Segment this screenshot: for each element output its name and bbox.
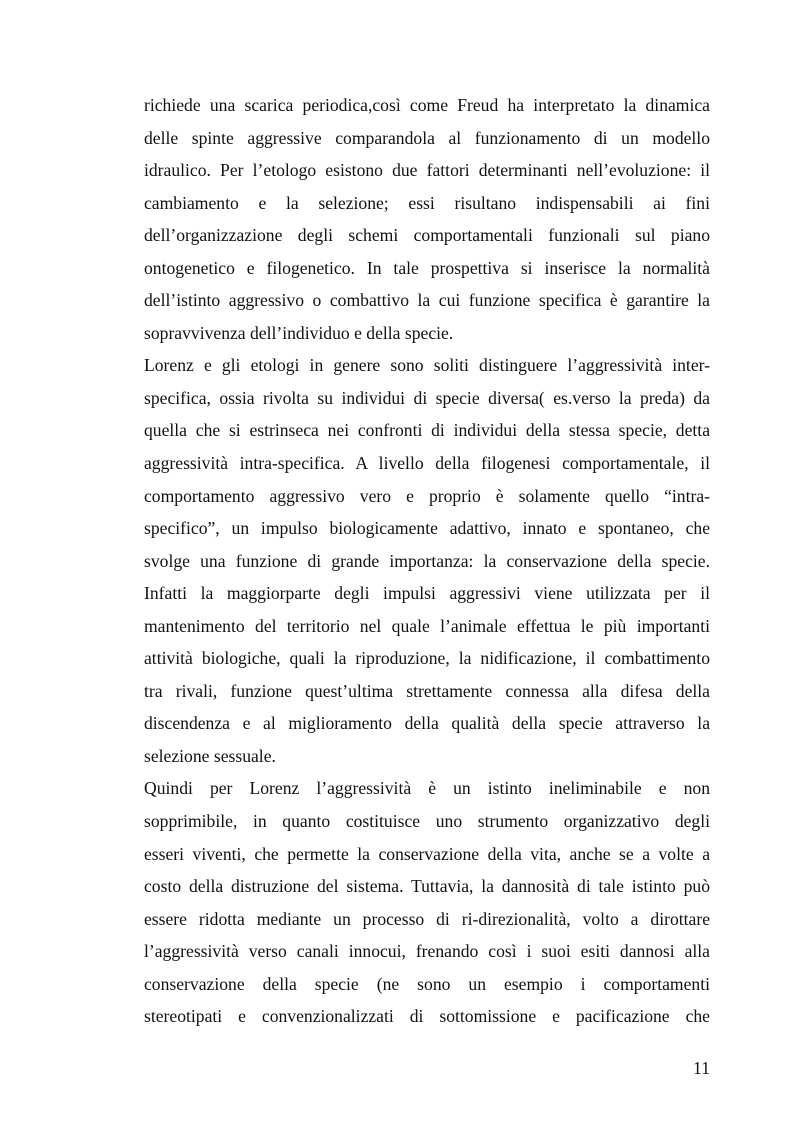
text-line: quella che si estrinseca nei confronti di individui della stessa specie, detta (144, 420, 710, 441)
body-text (144, 89, 710, 1033)
text-line: dell’istinto aggressivo o combattivo la cui funzione specifica è garantire la (144, 290, 710, 311)
text-line: Infatti la maggiorparte degli impulsi aggressivi viene utilizzata per il (144, 583, 710, 604)
text-line: discendenza e al miglioramento della qualità della specie attraverso la (144, 713, 710, 734)
text-line: aggressività intra-specifica. A livello della filogenesi comportamentale, il (144, 453, 710, 474)
text-line: Lorenz e gli etologi in genere sono soliti distinguere l’aggressività inter- (144, 355, 710, 376)
text-line: mantenimento del territorio nel quale l’animale effettua le più importanti (144, 615, 710, 636)
text-line: cambiamento e la selezione; essi risultano indispensabili ai fini (144, 192, 710, 213)
paragraph-end-line: selezione sessuale. (144, 745, 276, 766)
page-number: 11 (693, 1058, 710, 1078)
text-line: essere ridotta mediante un processo di ri-direzionalità, volto a dirottare (144, 908, 710, 929)
text-line: l’aggressività verso canali innocui, frenando così i suoi esiti dannosi alla (144, 941, 710, 962)
text-line: attività biologiche, quali la riproduzione, la nidificazione, il combattimento (144, 648, 710, 669)
paragraph-end-line: sopravvivenza dell’individuo e della specie. (144, 322, 454, 343)
text-line: esseri viventi, che permette la conservazione della vita, anche se a volte a (144, 843, 710, 864)
text-line: stereotipati e convenzionalizzati di sottomissione e pacificazione che (144, 1006, 710, 1027)
text-line: svolge una funzione di grande importanza: la conservazione della specie. (144, 550, 710, 571)
text-line: costo della distruzione del sistema. Tuttavia, la dannosità di tale istinto può (144, 876, 710, 897)
text-line: specifico”, un impulso biologicamente adattivo, innato e spontaneo, che (144, 518, 710, 539)
text-line: Quindi per Lorenz l’aggressività è un istinto ineliminabile e non (144, 778, 710, 799)
text-line: tra rivali, funzione quest’ultima strettamente connessa alla difesa della (144, 680, 710, 701)
text-line: ontogenetico e filogenetico. In tale prospettiva si inserisce la normalità (144, 257, 710, 278)
text-line: idraulico. Per l’etologo esistono due fattori determinanti nell’evoluzione: il (144, 160, 710, 181)
text-line: sopprimibile, in quanto costituisce uno strumento organizzativo degli (144, 811, 710, 832)
text-line: specifica, ossia rivolta su individui di specie diversa( es.verso la preda) da (144, 387, 710, 408)
text-line: delle spinte aggressive comparandola al funzionamento di un modello (144, 127, 710, 148)
text-line: conservazione della specie (ne sono un esempio i comportamenti (144, 973, 710, 994)
text-line: dell’organizzazione degli schemi comportamentali funzionali sul piano (144, 225, 710, 246)
text-line: richiede una scarica periodica,così come Freud ha interpretato la dinamica (144, 95, 710, 115)
text-line: comportamento aggressivo vero e proprio è solamente quello “intra- (144, 485, 710, 506)
